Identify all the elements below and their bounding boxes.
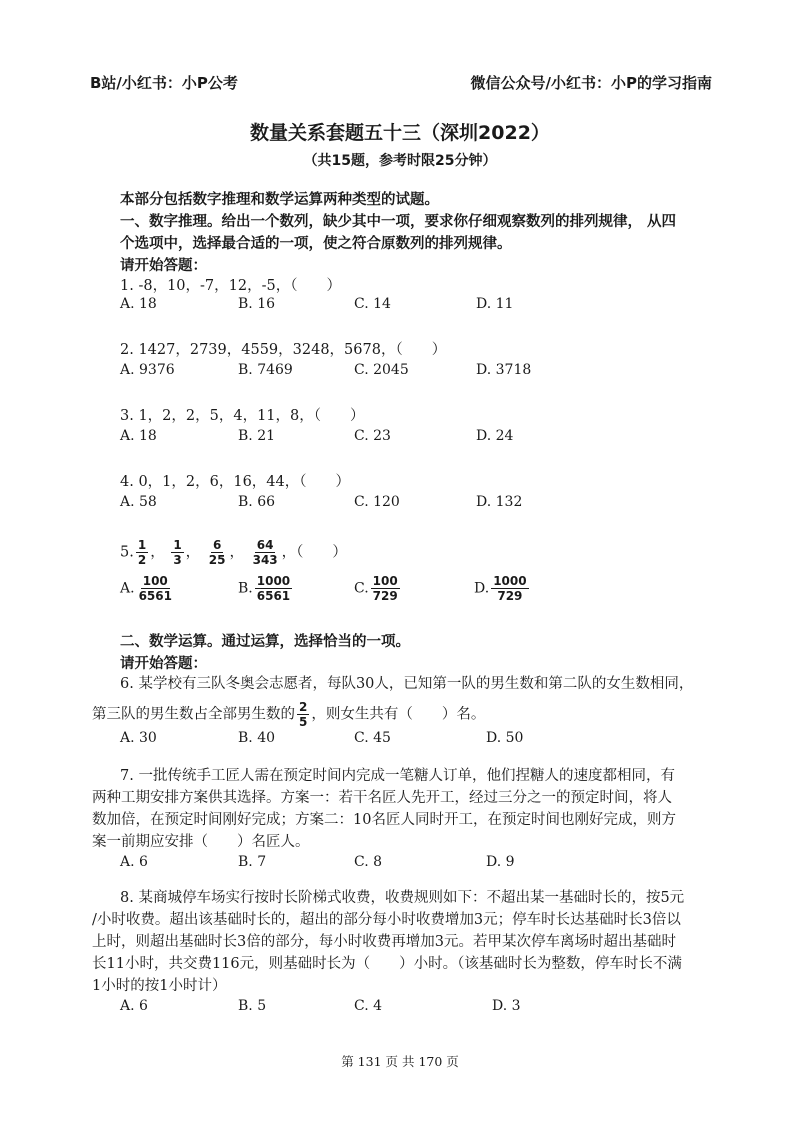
question-6-fraction: $\frac{2}{5}$ [299,700,308,729]
page-number-footer: 第 131 页 共 170 页 [341,1054,459,1069]
header-right: 微信公众号/小红书：小P的学习指南 [470,74,712,92]
question-5-option-a: A. $\frac{100}{6561}$ [120,574,172,603]
question-7-line-1: 7. 一批传统手工匠人需在预定时间内完成一笔糖人订单，他们捏糖人的速度都相同，有 [120,768,675,784]
question-6-option-d: D. 50 [486,730,524,746]
question-5-option-c: C. $\frac{100}{729}$ [354,574,398,603]
question-7-option-d: D. 9 [486,854,515,870]
question-3-option-d: D. 24 [476,428,514,444]
question-2-stem: 2. 1427，2739，4559，3248，5678，（ ） [120,342,447,358]
question-3-option-c: C. 23 [354,428,391,444]
question-7-line-2: 两种工期安排方案供其选择。方案一：若干名匠人先开工，经过三分之一的预定时间，将人 [92,790,672,806]
page-subtitle: （共15题，参考时限25分钟） [303,153,497,169]
question-6-option-b: B. 40 [238,730,276,746]
question-8-line-3: 上时，则超出基础时长3倍的部分，每小时收费再增加3元。若甲某次停车离场时超出基础时 [92,934,676,950]
question-5-term-2: $\frac{1}{3}$ [173,538,182,567]
question-8-line-2: /小时收费。超出该基础时长的，超出的部分每小时收费增加3元；停车时长达基础时长3倍以 [92,912,681,928]
question-5-term-4: $\frac{64}{343}$ [252,538,278,567]
section2-heading: 二、数学运算。通过运算，选择恰当的一项。 [120,634,410,650]
intro-text: 本部分包括数字推理和数学运算两种类型的试题。 [120,192,439,208]
question-3-stem: 3. 1，2，2，5，4，11，8，（ ） [120,408,365,424]
question-6-line-1: 6. 某学校有三队冬奥会志愿者，每队30人，已知第一队的男生数和第二队的女生数相同， [120,676,694,692]
question-8-option-b: B. 5 [238,998,267,1014]
question-5-option-d: D. $\frac{1000}{729}$ [474,574,527,603]
question-5-term-1: $\frac{1}{2}$ [137,538,147,567]
section1-heading-line1: 一、数字推理。给出一个数列，缺少其中一项，要求你仔细观察数列的排列规律， 从四 [120,214,677,230]
question-5-term-3: $\frac{6}{25}$ [208,538,226,567]
question-8-option-c: C. 4 [354,998,383,1014]
question-1-stem: 1. -8，10，-7，12，-5，（ ） [120,278,341,294]
section1-start: 请开始答题： [120,258,207,274]
question-7-option-b: B. 7 [238,854,267,870]
question-8-option-d: D. 3 [492,998,521,1014]
question-5-stem: 5. $\frac{1}{2}$ ， $\frac{1}{3}$ ， $\frac{6}{25}$ ， $\frac{64}{343}$ ，（ ） [120,538,347,567]
question-4-option-c: C. 120 [354,494,400,510]
question-1-option-a: A. 18 [120,296,157,312]
question-7-option-a: A. 6 [120,854,148,870]
question-5-option-b: B. $\frac{1000}{6561}$ [238,574,291,603]
question-2-option-d: D. 3718 [476,362,532,378]
question-3-option-a: A. 18 [120,428,157,444]
question-6-line-2: 第三队的男生数占全部男生数的 $\frac{2}{5}$ ，则女生共有（ ）名。 [92,700,486,729]
section2-start: 请开始答题： [120,656,207,672]
question-8-line-5: 1小时的按1小时计） [92,978,227,994]
question-2-option-b: B. 7469 [238,362,293,378]
question-6-option-c: C. 45 [354,730,391,746]
section1-heading-line2: 个选项中，选择最合适的一项，使之符合原数列的排列规律。 [120,236,512,252]
question-8-option-a: A. 6 [120,998,148,1014]
question-2-option-c: C. 2045 [354,362,409,378]
header-left: B站/小红书：小P公考 [90,74,238,92]
question-5-blank: ，（ ） [281,544,347,561]
question-8-line-1: 8. 某商城停车场实行按时长阶梯式收费，收费规则如下：不超出某一基础时长的，按5元 [120,890,685,906]
question-8-line-4: 长11小时，共交费116元，则基础时长为（ ）小时。（该基础时长为整数，停车时长不满 [92,956,682,972]
question-1-option-b: B. 16 [238,296,276,312]
question-4-stem: 4. 0，1，2，6，16，44，（ ） [120,474,350,490]
question-7-line-3: 数加倍，在预定时间刚好完成；方案二：10名匠人同时开工，在预定时间也刚好完成，则方 [92,812,676,828]
question-3-option-b: B. 21 [238,428,276,444]
question-4-option-d: D. 132 [476,494,523,510]
page-title: 数量关系套题五十三（深圳2022） [250,122,550,144]
question-6-option-a: A. 30 [120,730,157,746]
question-5-label: 5. [120,544,134,561]
question-1-option-c: C. 14 [354,296,391,312]
question-7-line-4: 案一前期应安排（ ）名匠人。 [92,834,310,850]
question-4-option-a: A. 58 [120,494,157,510]
question-2-option-a: A. 9376 [120,362,175,378]
question-7-option-c: C. 8 [354,854,383,870]
question-1-option-d: D. 11 [476,296,514,312]
question-4-option-b: B. 66 [238,494,276,510]
